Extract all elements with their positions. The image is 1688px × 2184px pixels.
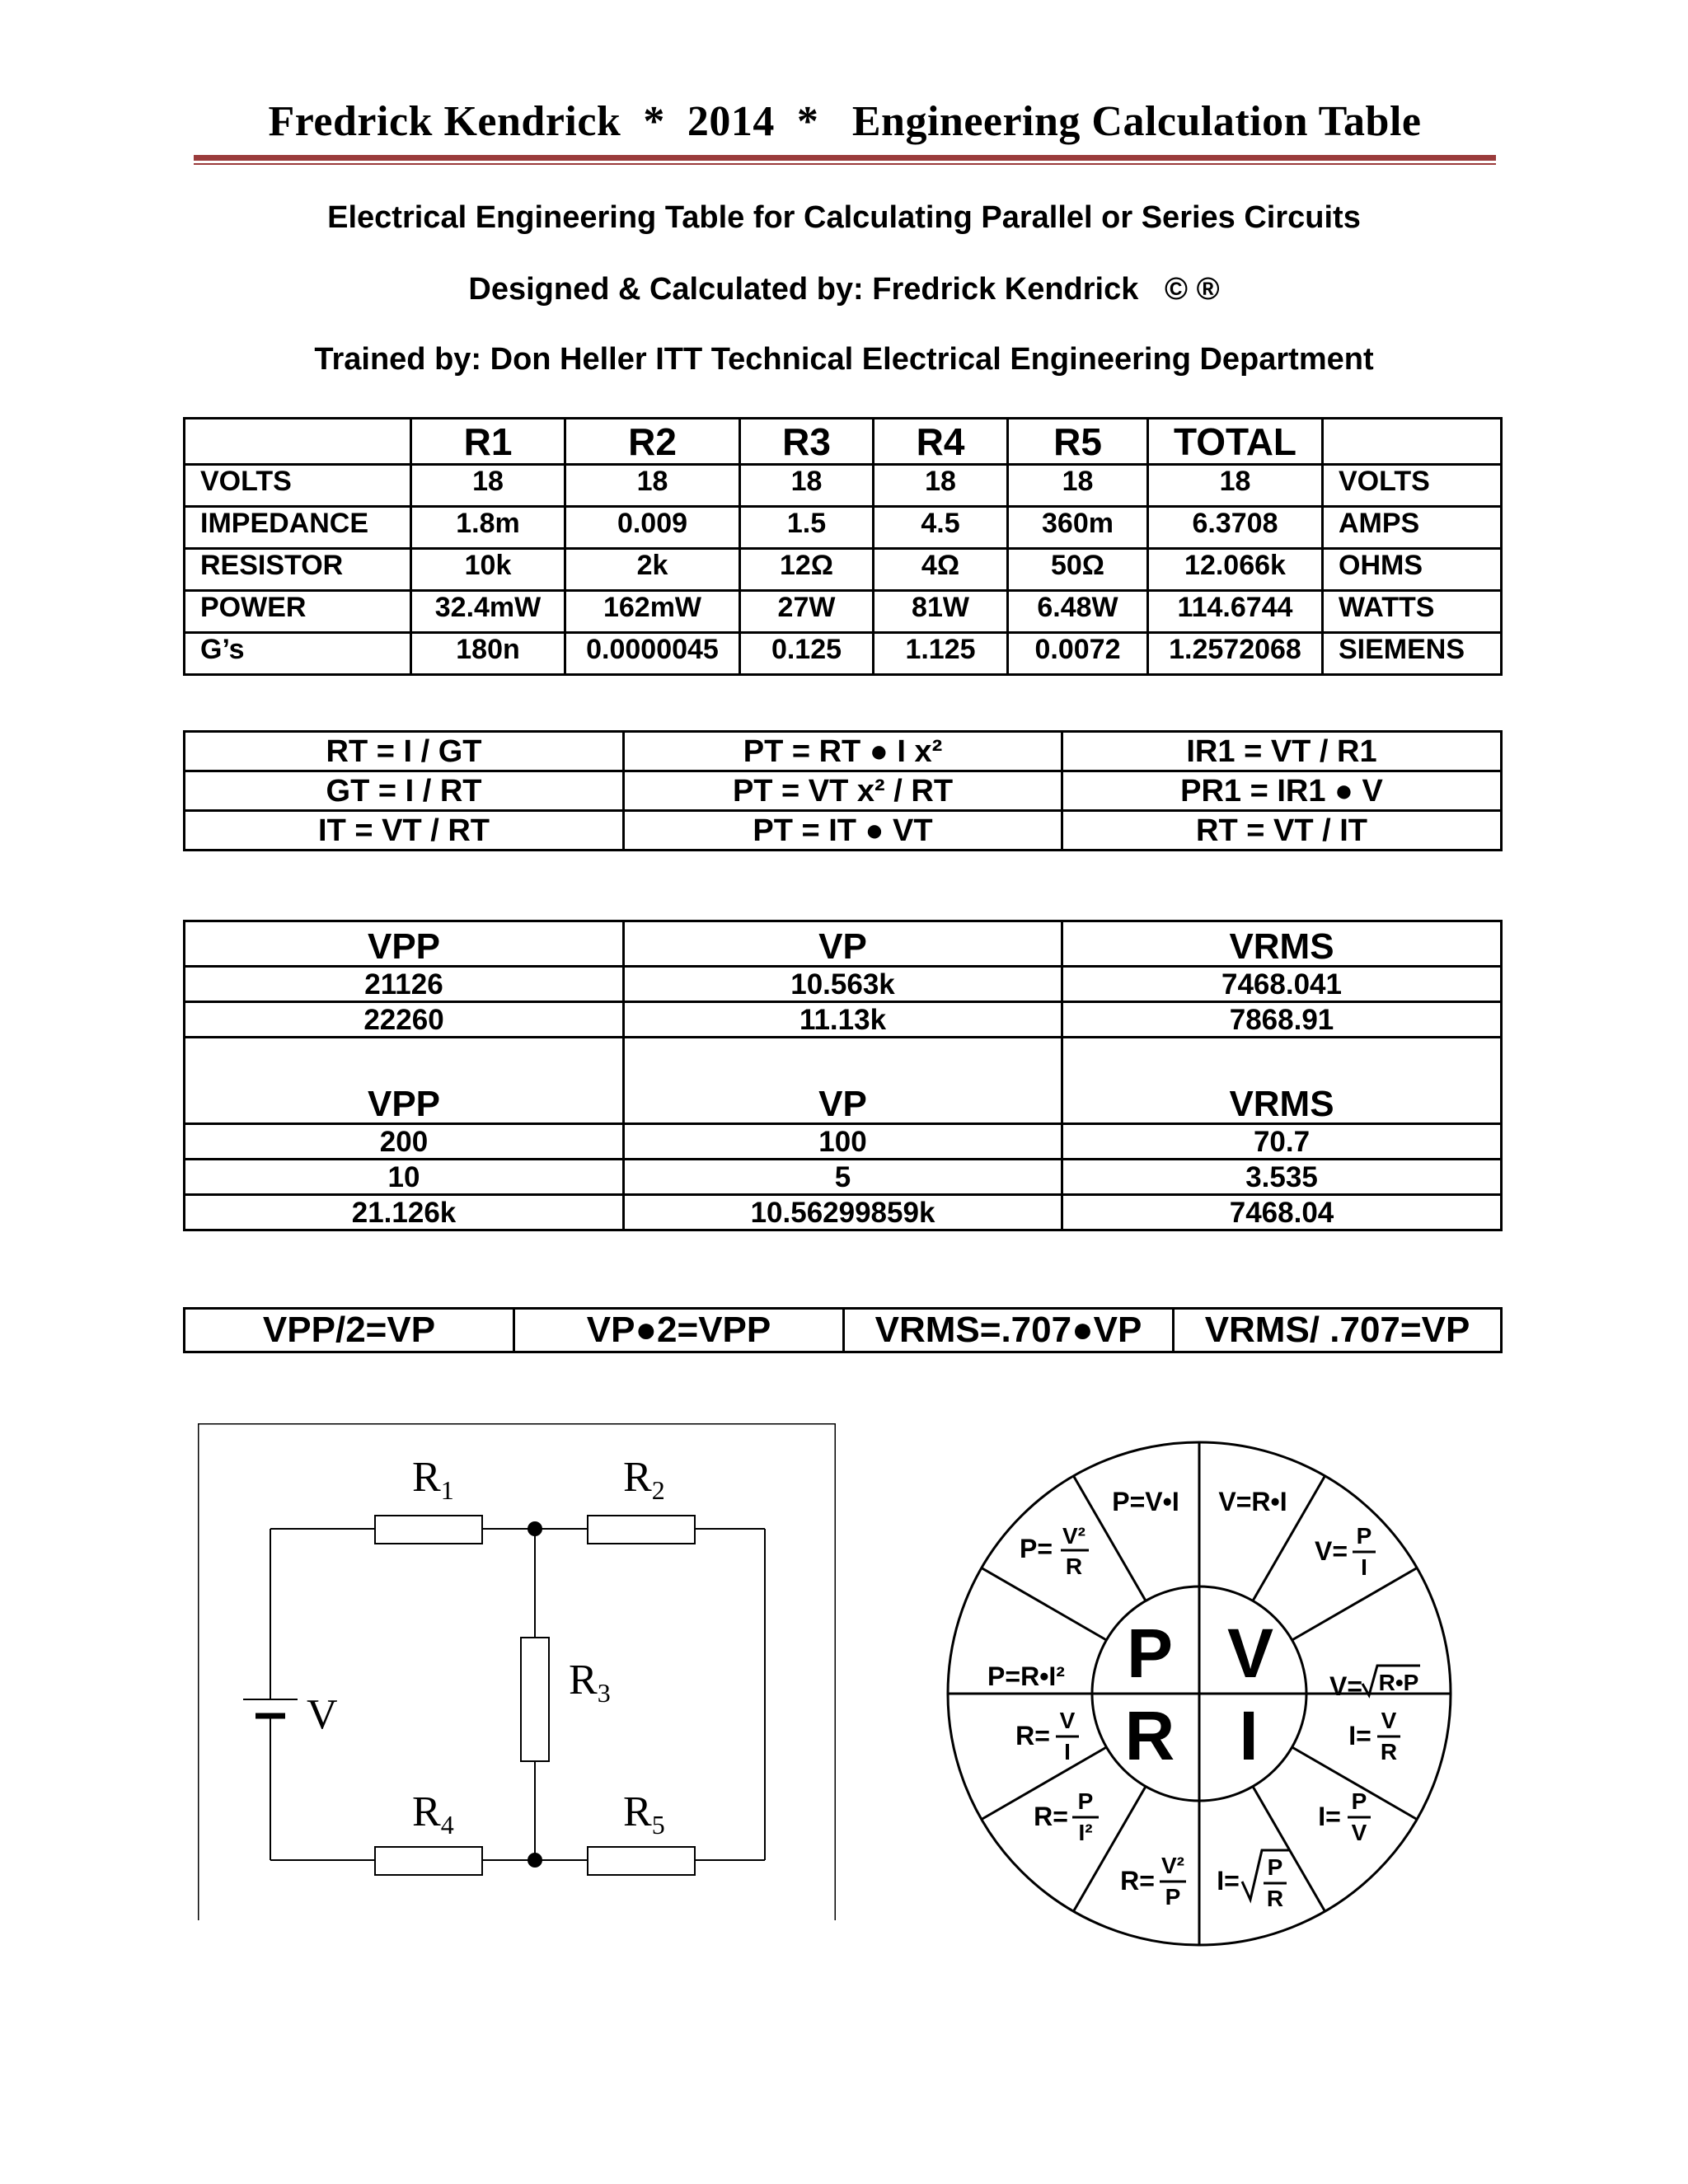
svg-text:I=: I= [1217, 1866, 1240, 1896]
voltage-header-row-2 [185, 1038, 1502, 1124]
formula-v-equals-sqrt-rp [1329, 1666, 1420, 1701]
conversion-cell: VP●2=VPP [514, 1309, 844, 1352]
value-cell: 4Ω [874, 549, 1008, 591]
row-label: POWER [185, 591, 411, 633]
header-rule-thick [194, 155, 1496, 161]
value-cell: 27W [740, 591, 874, 633]
vp-cell: 10.56299859k [624, 1195, 1062, 1230]
label-voltage-source: V [307, 1691, 338, 1738]
resistor-r1 [375, 1516, 482, 1544]
junction-node [528, 1521, 542, 1536]
trained-by-line: Trained by: Don Heller ITT Technical Electrical Engineering Department [314, 342, 1374, 377]
value-cell: 1.5 [740, 507, 874, 549]
formula-p-equals-v2-over-r [1020, 1523, 1089, 1579]
label-r5: R5 [623, 1788, 665, 1840]
resistor-r5 [588, 1847, 695, 1875]
vpp-cell: 10 [185, 1160, 624, 1195]
vrms-cell: 7468.04 [1062, 1195, 1502, 1230]
unit-label: SIEMENS [1323, 633, 1502, 675]
value-cell: 0.0072 [1008, 633, 1148, 675]
svg-text:R=: R= [1120, 1866, 1155, 1896]
column-header-vp: VP [624, 921, 1062, 967]
formula-v-equals-p-over-i [1315, 1523, 1376, 1580]
value-cell: 0.0000045 [565, 633, 740, 675]
column-header-vpp: VPP [185, 1038, 624, 1124]
values-header-row [185, 419, 1502, 465]
circuit-frame [198, 1423, 836, 1920]
column-header-r2: R2 [565, 419, 740, 465]
svg-text:V: V [1381, 1708, 1397, 1733]
table-row [185, 771, 1502, 811]
vrms-cell: 7468.041 [1062, 967, 1502, 1002]
svg-text:V²: V² [1062, 1523, 1085, 1549]
svg-text:R: R [1266, 1886, 1284, 1911]
table-row [185, 1002, 1502, 1038]
center-letter-v: V [1226, 1615, 1274, 1692]
table-row-resistor [185, 549, 1502, 591]
column-header-vrms: VRMS [1062, 921, 1502, 967]
conversion-formula-strip [183, 1307, 1503, 1353]
unit-label: WATTS [1323, 591, 1502, 633]
resistor-r4 [375, 1847, 482, 1875]
value-cell: 81W [874, 591, 1008, 633]
vpp-cell: 22260 [185, 1002, 624, 1038]
value-cell: 180n [411, 633, 565, 675]
unit-label: VOLTS [1323, 465, 1502, 507]
svg-text:R: R [1065, 1554, 1083, 1579]
value-cell: 12Ω [740, 549, 874, 591]
value-cell: 360m [1008, 507, 1148, 549]
table-row [185, 1124, 1502, 1160]
value-cell: 18 [1008, 465, 1148, 507]
vrms-cell: 3.535 [1062, 1160, 1502, 1195]
vp-cell: 10.563k [624, 967, 1062, 1002]
table-row-conductance [185, 633, 1502, 675]
total-cell: 114.6744 [1148, 591, 1323, 633]
formula-cell: PT = IT ● VT [624, 811, 1062, 851]
svg-text:R=: R= [1034, 1802, 1068, 1831]
formula-cell: RT = VT / IT [1062, 811, 1502, 851]
svg-text:V: V [1059, 1708, 1076, 1733]
formula-v-equals-ri: V=R•I [1218, 1487, 1287, 1516]
column-header-vrms: VRMS [1062, 1038, 1502, 1124]
svg-text:V: V [1351, 1820, 1367, 1845]
formula-cell: GT = I / RT [185, 771, 624, 811]
value-cell: 10k [411, 549, 565, 591]
formula-cell: PT = VT x² / RT [624, 771, 1062, 811]
column-header-total: TOTAL [1148, 419, 1323, 465]
table-row [185, 1309, 1502, 1352]
column-header-vpp: VPP [185, 921, 624, 967]
formula-cell: PT = RT ● I x² [624, 732, 1062, 771]
svg-text:R•P: R•P [1378, 1670, 1419, 1695]
ohms-law-wheel [944, 1438, 1455, 1949]
vp-cell: 100 [624, 1124, 1062, 1160]
circuit-diagram [198, 1423, 836, 1920]
row-label: IMPEDANCE [185, 507, 411, 549]
column-header-vp: VP [624, 1038, 1062, 1124]
formula-r-equals-v2-over-p [1120, 1853, 1186, 1910]
vrms-cell: 7868.91 [1062, 1002, 1502, 1038]
formula-cell: IT = VT / RT [185, 811, 624, 851]
formulas-table [183, 730, 1503, 851]
row-label: G’s [185, 633, 411, 675]
label-r2: R2 [623, 1454, 665, 1505]
table-row [185, 1160, 1502, 1195]
formula-cell: RT = I / GT [185, 732, 624, 771]
row-label: RESISTOR [185, 549, 411, 591]
center-letter-r: R [1124, 1697, 1175, 1774]
resistor-r3 [521, 1638, 549, 1761]
value-cell: 162mW [565, 591, 740, 633]
unit-label: OHMS [1323, 549, 1502, 591]
table-row [185, 967, 1502, 1002]
table-row-power [185, 591, 1502, 633]
page-header [194, 97, 1496, 146]
junction-node [528, 1853, 542, 1868]
formula-i-equals-p-over-v [1318, 1788, 1371, 1845]
value-cell: 32.4mW [411, 591, 565, 633]
formula-cell: PR1 = IR1 ● V [1062, 771, 1502, 811]
svg-text:V²: V² [1161, 1853, 1184, 1878]
value-cell: 1.125 [874, 633, 1008, 675]
formula-i-equals-v-over-r [1348, 1708, 1400, 1765]
value-cell: 0.009 [565, 507, 740, 549]
conversion-cell: VRMS=.707●VP [844, 1309, 1174, 1352]
value-cell: 1.8m [411, 507, 565, 549]
svg-text:P: P [1267, 1854, 1283, 1880]
table-row-impedance [185, 507, 1502, 549]
label-r4: R4 [412, 1788, 454, 1840]
total-cell: 12.066k [1148, 549, 1323, 591]
vpp-cell: 21126 [185, 967, 624, 1002]
formula-p-equals-vi: P=V•I [1112, 1487, 1179, 1516]
label-r3: R3 [569, 1657, 611, 1708]
unit-label: AMPS [1323, 507, 1502, 549]
page-title: Fredrick Kendrick * 2014 * Engineering Calculation Table [268, 98, 1422, 145]
conversion-cell: VRMS/ .707=VP [1174, 1309, 1502, 1352]
svg-text:P: P [1351, 1788, 1367, 1814]
column-header-r5: R5 [1008, 419, 1148, 465]
total-cell: 18 [1148, 465, 1323, 507]
column-header-r4: R4 [874, 419, 1008, 465]
svg-text:I: I [1064, 1739, 1071, 1765]
column-header-r3: R3 [740, 419, 874, 465]
center-letter-i: I [1239, 1697, 1259, 1774]
designed-by-line: Designed & Calculated by: Fredrick Kendrick © ® [468, 272, 1220, 307]
vpp-cell: 21.126k [185, 1195, 624, 1230]
svg-text:I²: I² [1078, 1820, 1093, 1845]
value-cell: 4.5 [874, 507, 1008, 549]
svg-text:R=: R= [1015, 1721, 1050, 1750]
formula-r-equals-p-over-i2 [1034, 1788, 1099, 1845]
value-cell: 18 [411, 465, 565, 507]
table-row [185, 1195, 1502, 1230]
header-blank-cell [185, 419, 411, 465]
center-letter-p: P [1126, 1615, 1174, 1692]
svg-text:V=: V= [1314, 1536, 1348, 1566]
svg-text:V=: V= [1329, 1671, 1363, 1701]
voltage-header-row [185, 921, 1502, 967]
header-blank-unit-cell [1323, 419, 1502, 465]
svg-text:I: I [1361, 1554, 1367, 1580]
vp-cell: 5 [624, 1160, 1062, 1195]
formula-i-equals-sqrt-p-over-r [1217, 1850, 1290, 1911]
svg-text:R: R [1380, 1739, 1398, 1765]
formula-r-equals-v-over-i [1015, 1708, 1079, 1765]
svg-text:I=: I= [1348, 1721, 1372, 1750]
circuit-values-table [183, 417, 1503, 676]
header-rule-thin [194, 163, 1496, 165]
formula-p-equals-ri2: P=R•I² [987, 1661, 1065, 1691]
conversion-cell: VPP/2=VP [185, 1309, 514, 1352]
value-cell: 6.48W [1008, 591, 1148, 633]
formula-cell: IR1 = VT / R1 [1062, 732, 1502, 771]
document-subtitle: Electrical Engineering Table for Calculating Parallel or Series Circuits [327, 200, 1361, 235]
value-cell: 18 [740, 465, 874, 507]
voltage-conversion-table [183, 920, 1503, 1231]
table-row [185, 732, 1502, 771]
table-row [185, 811, 1502, 851]
value-cell: 18 [874, 465, 1008, 507]
svg-text:P=: P= [1019, 1534, 1053, 1563]
svg-text:P: P [1356, 1523, 1372, 1549]
vrms-cell: 70.7 [1062, 1124, 1502, 1160]
svg-text:P: P [1165, 1884, 1181, 1910]
value-cell: 18 [565, 465, 740, 507]
row-label: VOLTS [185, 465, 411, 507]
table-row-volts [185, 465, 1502, 507]
vpp-cell: 200 [185, 1124, 624, 1160]
value-cell: 2k [565, 549, 740, 591]
svg-text:I=: I= [1318, 1802, 1341, 1831]
resistor-r2 [588, 1516, 695, 1544]
total-cell: 1.2572068 [1148, 633, 1323, 675]
vp-cell: 11.13k [624, 1002, 1062, 1038]
svg-text:P: P [1077, 1788, 1094, 1814]
total-cell: 6.3708 [1148, 507, 1323, 549]
column-header-r1: R1 [411, 419, 565, 465]
value-cell: 50Ω [1008, 549, 1148, 591]
label-r1: R1 [412, 1454, 454, 1505]
value-cell: 0.125 [740, 633, 874, 675]
